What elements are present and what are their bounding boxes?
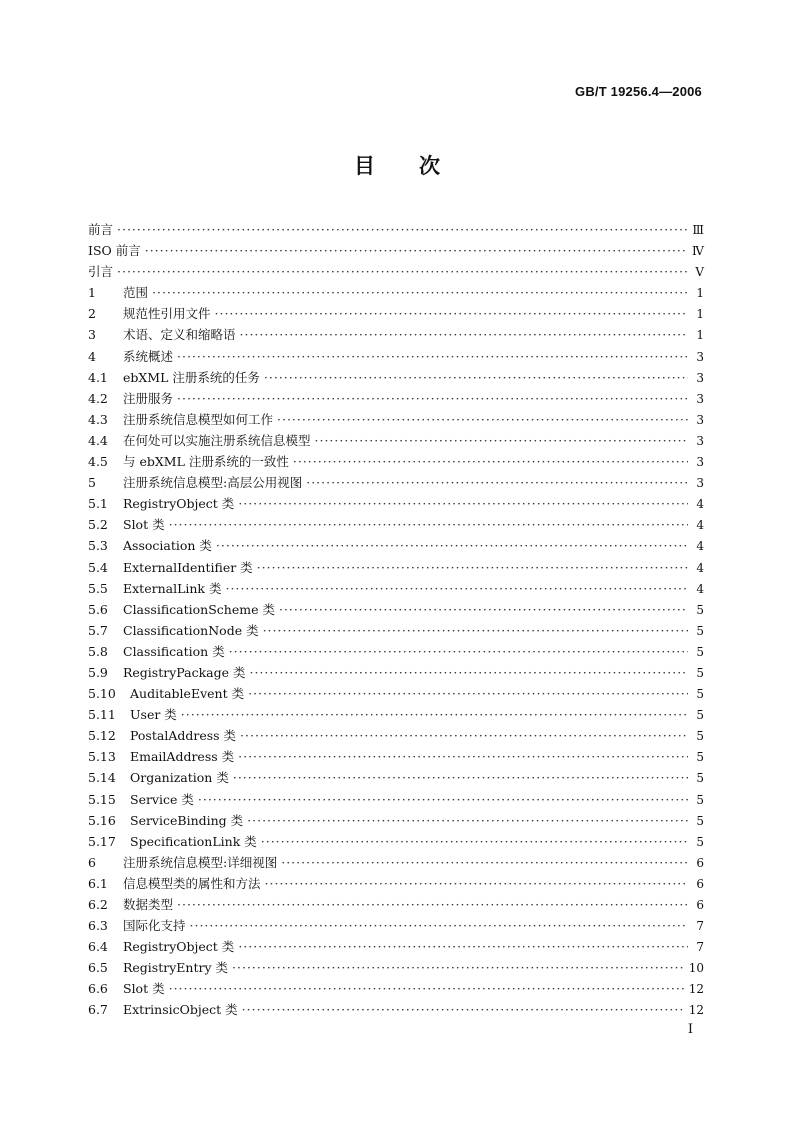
toc-entry-label: ISO 前言 (88, 243, 141, 259)
toc-leader-dots (240, 728, 688, 743)
toc-entry[interactable] (88, 621, 704, 642)
toc-entry-number: 6.6 (88, 981, 108, 997)
toc-entry[interactable] (88, 515, 704, 536)
toc-entry-number: 5.6 (88, 601, 108, 617)
toc-entry-number: 4.5 (88, 454, 108, 470)
toc-entry-page: 5 (696, 602, 704, 617)
page-number: I (687, 1022, 693, 1037)
toc-entry-number: 4.3 (88, 411, 108, 427)
toc-entry-label: Service 类 (130, 791, 194, 807)
toc-entry-page: 3 (696, 455, 704, 470)
toc-leader-dots (261, 834, 688, 849)
toc-leader-dots (263, 623, 688, 638)
toc-entry[interactable] (88, 937, 704, 958)
toc-entry-page: 6 (696, 855, 704, 870)
toc-entry-label: RegistryPackage 类 (123, 664, 246, 680)
toc-entry[interactable] (88, 325, 704, 346)
toc-entry-label: Organization 类 (130, 770, 229, 786)
toc-entry[interactable] (88, 1000, 704, 1021)
toc-entry[interactable] (88, 262, 704, 283)
toc-entry-number: 5.13 (88, 749, 116, 765)
toc-entry-label: 前言 (88, 222, 114, 237)
toc-entry-page: 5 (696, 792, 704, 807)
toc-entry[interactable] (88, 895, 704, 916)
toc-entry-label: User 类 (130, 707, 177, 723)
toc-entry-number: 4.2 (88, 390, 108, 406)
standard-code: GB/T 19256.4—2006 (575, 84, 702, 99)
toc-leader-dots (117, 264, 688, 279)
toc-entry-label: RegistryObject 类 (123, 939, 235, 955)
toc-entry[interactable] (88, 768, 704, 789)
toc-leader-dots (257, 560, 688, 575)
toc-entry-page: Ⅲ (692, 223, 704, 237)
toc-entry[interactable] (88, 916, 704, 937)
toc-entry-label: Classification 类 (123, 643, 225, 659)
toc-entry[interactable] (88, 642, 704, 663)
toc-leader-dots (238, 749, 688, 764)
toc-entry-number: 4.1 (88, 369, 108, 385)
toc-entry-number: 5.11 (88, 707, 116, 723)
toc-entry[interactable] (88, 368, 704, 389)
toc-entry[interactable] (88, 958, 704, 979)
toc-entry-number: 5.15 (88, 791, 116, 807)
page-title-char-1: 目 (354, 154, 375, 178)
toc-entry-label: 注册服务 (123, 390, 174, 406)
toc-entry-page: 5 (696, 665, 704, 680)
toc-entry-page: Ⅳ (692, 244, 704, 259)
toc-leader-dots (281, 855, 688, 870)
toc-leader-dots (216, 538, 688, 553)
toc-entry-page: 4 (696, 497, 704, 512)
toc-entry[interactable] (88, 431, 704, 452)
toc-entry-number: 6.4 (88, 939, 108, 955)
toc-entry-number: 3 (88, 327, 96, 343)
toc-entry-page: 4 (696, 581, 704, 596)
toc-leader-dots (232, 960, 685, 975)
toc-leader-dots (277, 412, 688, 427)
toc-entry-page: 1 (696, 307, 704, 322)
toc-entry-label: ExternalLink 类 (123, 580, 222, 596)
toc-entry-label: 注册系统信息模型:高层公用视图 (123, 475, 303, 491)
toc-leader-dots (293, 454, 688, 469)
toc-entry-number: 5.2 (88, 517, 108, 533)
toc-entry[interactable] (88, 473, 704, 494)
toc-entry-page: 3 (696, 391, 704, 406)
toc-entry-label: Association 类 (123, 538, 212, 554)
toc-entry-page: 3 (696, 476, 704, 491)
toc-entry-page: 3 (696, 412, 704, 427)
toc-entry-page: 10 (688, 961, 704, 976)
toc-entry[interactable] (88, 579, 704, 600)
toc-entry-number: 6.1 (88, 875, 108, 891)
toc-entry-number: 5.14 (88, 770, 116, 786)
toc-entry[interactable] (88, 304, 704, 325)
toc-entry-page: 5 (696, 708, 704, 723)
toc-entry-label: EmailAddress 类 (130, 749, 235, 765)
toc-entry[interactable] (88, 663, 704, 684)
toc-entry-label: PostalAddress 类 (130, 728, 237, 744)
toc-leader-dots (181, 707, 688, 722)
toc-leader-dots (229, 644, 688, 659)
toc-entry-label: 注册系统信息模型如何工作 (123, 411, 274, 427)
toc-entry[interactable] (88, 410, 704, 431)
toc-entry-page: 5 (696, 813, 704, 828)
toc-leader-dots (250, 665, 689, 680)
toc-entry-label: 规范性引用文件 (123, 306, 211, 322)
toc-entry-page: Ⅴ (695, 265, 704, 280)
toc-entry[interactable] (88, 874, 704, 895)
toc-leader-dots (238, 496, 688, 511)
toc-entry-number: 5.4 (88, 559, 108, 575)
toc-entry[interactable] (88, 832, 704, 853)
toc-entry-label: 范围 (123, 285, 149, 301)
toc-entry-page: 6 (696, 876, 704, 891)
toc-entry-label: Slot 类 (123, 981, 165, 997)
toc-leader-dots (265, 876, 688, 891)
toc-entry-page: 4 (696, 518, 704, 533)
toc-leader-dots (169, 517, 688, 532)
toc-entry-page: 5 (696, 729, 704, 744)
toc-entry-number: 6.7 (88, 1002, 108, 1018)
toc-entry[interactable] (88, 283, 704, 304)
toc-entry-page: 5 (696, 771, 704, 786)
toc-entry-number: 1 (88, 285, 96, 301)
toc-leader-dots (248, 686, 688, 701)
toc-entry-number: 5.7 (88, 622, 108, 638)
toc-entry-label: 在何处可以实施注册系统信息模型 (123, 432, 311, 448)
toc-entry-label: 数据类型 (123, 897, 174, 912)
toc-leader-dots (233, 770, 688, 785)
toc-entry-page: 7 (696, 940, 704, 955)
toc-entry[interactable] (88, 853, 704, 874)
toc-entry-page: 4 (696, 560, 704, 575)
toc-entry-number: 5.1 (88, 496, 108, 512)
toc-entry-page: 6 (696, 898, 704, 912)
toc-entry-label: 与 ebXML 注册系统的一致性 (123, 454, 289, 470)
toc-leader-dots (215, 306, 688, 321)
toc-entry-page: 5 (696, 834, 704, 849)
toc-entry-number: 5.3 (88, 538, 108, 554)
toc-entry-label: SpecificationLink 类 (130, 833, 257, 849)
toc-entry-page: 4 (696, 539, 704, 554)
toc-leader-dots (225, 581, 688, 596)
toc-entry[interactable] (88, 494, 704, 515)
toc-entry[interactable] (88, 979, 704, 1000)
toc-entry[interactable] (88, 536, 704, 557)
toc-leader-dots (242, 1002, 685, 1017)
toc-entry[interactable] (88, 747, 704, 768)
toc-entry-label: ExtrinsicObject 类 (123, 1002, 238, 1018)
toc-entry-number: 5.17 (88, 833, 116, 849)
toc-leader-dots (240, 327, 688, 342)
toc-leader-dots (190, 918, 688, 933)
toc-entry-label: 国际化支持 (123, 918, 186, 934)
toc-entry[interactable] (88, 347, 704, 368)
toc-leader-dots (247, 813, 688, 828)
toc-leader-dots (198, 792, 688, 807)
toc-leader-dots (238, 939, 688, 954)
toc-entry-label: ServiceBinding 类 (130, 812, 244, 828)
toc-entry-label: ClassificationNode 类 (123, 622, 259, 638)
toc-entry[interactable] (88, 790, 704, 811)
page-title (0, 150, 794, 180)
toc-entry-label: 引言 (88, 264, 114, 280)
toc-entry-number: 5.16 (88, 812, 116, 828)
toc-entry-page: 3 (696, 433, 704, 448)
toc-leader-dots (264, 370, 688, 385)
toc-entry-page: 12 (688, 982, 704, 997)
toc-leader-dots (177, 349, 688, 364)
toc-entry-page: 5 (696, 750, 704, 765)
toc-entry[interactable] (88, 220, 704, 241)
toc-leader-dots (279, 602, 688, 617)
toc-leader-dots (177, 391, 688, 406)
toc-entry-number: 6.2 (88, 897, 108, 912)
toc-entry-number: 6 (88, 854, 96, 870)
page-title-char-2: 次 (419, 154, 440, 178)
toc-entry-label: RegistryEntry 类 (123, 960, 228, 976)
toc-entry[interactable] (88, 452, 704, 473)
toc-entry-number: 5 (88, 475, 96, 491)
toc-entry[interactable] (88, 600, 704, 621)
toc-entry-number: 4.4 (88, 432, 108, 448)
toc-entry-number: 2 (88, 306, 96, 322)
toc-entry-label: ExternalIdentifier 类 (123, 559, 253, 575)
toc-leader-dots (152, 285, 688, 300)
toc-entry-number: 5.5 (88, 580, 108, 596)
toc-entry-page: 3 (696, 370, 704, 385)
toc-entry-number: 5.12 (88, 728, 116, 744)
toc-entry-page: 12 (688, 1003, 704, 1018)
toc-entry-number: 5.10 (88, 686, 116, 702)
toc-entry-page: 7 (696, 919, 704, 934)
toc-leader-dots (177, 897, 688, 912)
toc-entry[interactable] (88, 389, 704, 410)
toc-entry-label: 系统概述 (123, 348, 174, 364)
toc-leader-dots (315, 433, 688, 448)
toc-entry-label: Slot 类 (123, 517, 165, 533)
toc-entry-label: 信息模型类的属性和方法 (123, 875, 261, 891)
toc-entry-label: RegistryObject 类 (123, 496, 235, 512)
toc-entry[interactable] (88, 705, 704, 726)
toc-leader-dots (169, 981, 685, 996)
toc-leader-dots (117, 222, 688, 237)
toc-entry-page: 5 (696, 623, 704, 638)
toc-entry-number: 6.3 (88, 918, 108, 934)
toc-entry-label: 注册系统信息模型:详细视图 (123, 854, 278, 870)
toc-entry-number: 5.8 (88, 643, 108, 659)
toc-entry-page: 5 (696, 687, 704, 702)
toc-entry[interactable] (88, 684, 704, 705)
toc-entry-page: 5 (696, 644, 704, 659)
toc-entry[interactable] (88, 558, 704, 579)
toc-entry[interactable] (88, 241, 704, 262)
toc-entry-number: 6.5 (88, 960, 108, 976)
toc-entry-label: ebXML 注册系统的任务 (123, 369, 260, 385)
toc-entry-label: ClassificationScheme 类 (123, 601, 275, 617)
toc-leader-dots (145, 243, 688, 258)
toc-entry-label: 术语、定义和缩略语 (123, 327, 236, 343)
toc-leader-dots (306, 475, 688, 490)
toc-entry-page: 3 (696, 349, 704, 364)
toc-entry-number: 4 (88, 348, 96, 364)
toc-entry-page: 1 (696, 286, 704, 301)
toc-entry-page: 1 (696, 328, 704, 343)
toc-entry[interactable] (88, 726, 704, 747)
table-of-contents (88, 220, 704, 1022)
toc-entry[interactable] (88, 811, 704, 832)
toc-entry-label: AuditableEvent 类 (130, 686, 245, 702)
toc-entry-number: 5.9 (88, 664, 108, 680)
